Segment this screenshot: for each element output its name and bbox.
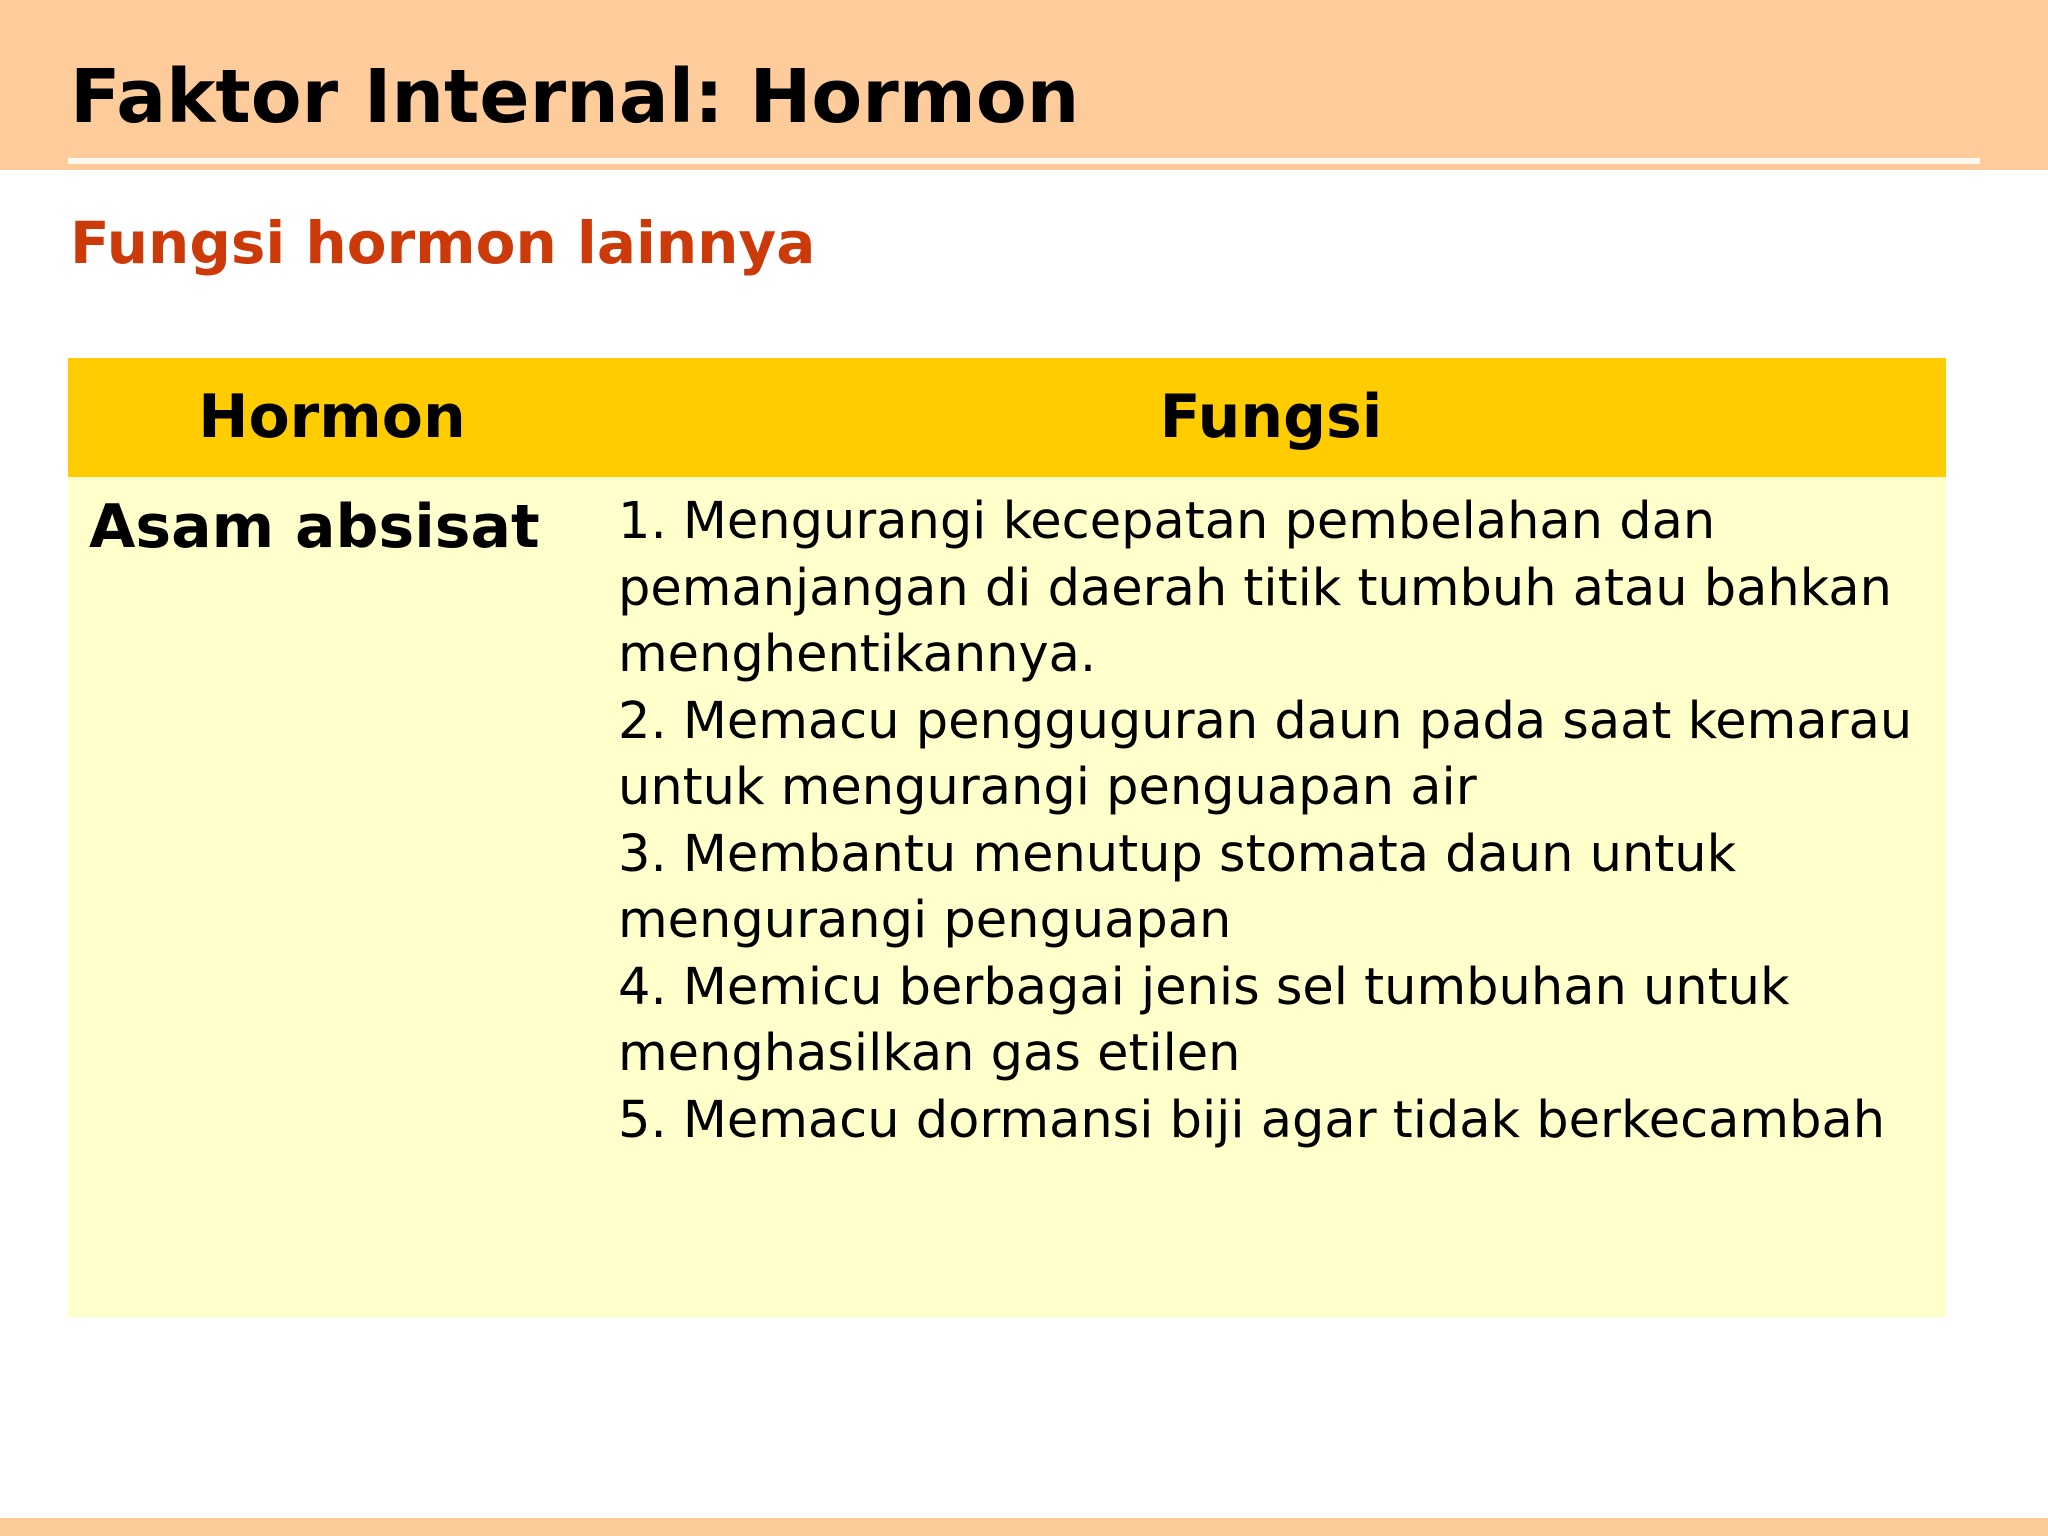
table-header-row xyxy=(68,358,1946,477)
hormone-function-table xyxy=(68,358,1946,1317)
function-line: pemanjangan di daerah titik tumbuh atau bahkan xyxy=(618,558,1892,618)
function-line: mengurangi penguapan xyxy=(618,891,1232,950)
function-line: menghasilkan gas etilen xyxy=(618,1024,1241,1083)
footer-band xyxy=(0,1518,2048,1536)
title-underline-divider xyxy=(68,158,1980,164)
function-line: 5. Memacu dormansi biji agar tidak berkecambah xyxy=(618,1090,1886,1150)
column-header-fungsi: Fungsi xyxy=(1159,382,1383,452)
function-line: 3. Membantu menutup stomata daun untuk xyxy=(618,824,1737,884)
function-line: 1. Mengurangi kecepatan pembelahan dan xyxy=(618,492,1716,551)
function-line: 4. Memicu berbagai jenis sel tumbuhan untuk xyxy=(618,957,1790,1017)
slide-subtitle: Fungsi hormon lainnya xyxy=(70,209,816,277)
table-row xyxy=(68,477,1946,1317)
function-line: menghentikannya. xyxy=(618,625,1097,684)
column-header-hormon: Hormon xyxy=(198,382,466,452)
function-line: 2. Memacu pengguguran daun pada saat kemarau xyxy=(618,691,1913,751)
hormone-name-cell: Asam absisat xyxy=(89,492,540,562)
title-band xyxy=(0,0,2048,170)
function-line: untuk mengurangi penguapan air xyxy=(618,758,1477,817)
function-list-cell xyxy=(618,489,1938,1154)
slide-title: Faktor Internal: Hormon xyxy=(70,54,1080,140)
